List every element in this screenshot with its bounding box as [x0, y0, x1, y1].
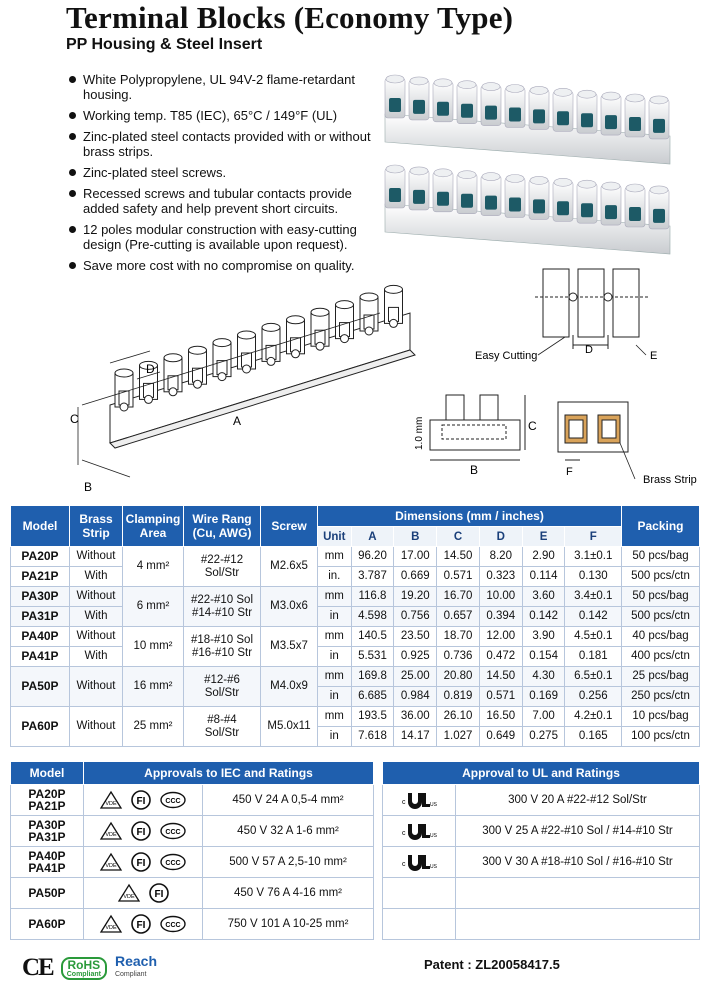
approval-header-ul: Approval to UL and Ratings — [383, 762, 700, 785]
vde-mark-icon — [99, 821, 123, 841]
unit-cell: mm — [318, 667, 352, 687]
dimension-cell: 0.819 — [437, 687, 480, 707]
iec-rating-cell: 450 V 24 A 0,5-4 mm² — [203, 785, 374, 816]
model-label: PA41P — [28, 861, 66, 875]
unit-cell: mm — [318, 707, 352, 727]
brass-strip-cell: With — [70, 567, 123, 587]
iec-rating-cell: 450 V 76 A 4-16 mm² — [203, 878, 374, 909]
ccc-mark-icon — [159, 853, 187, 871]
dimension-cell: 16.50 — [479, 707, 522, 727]
dimension-cell: 4.598 — [351, 607, 394, 627]
iec-marks-cell — [84, 816, 203, 847]
model-label: PA40P — [28, 849, 66, 863]
col-header-d: D — [479, 527, 522, 547]
screw-cell: M3.0x6 — [261, 587, 318, 627]
dimension-cell: 19.20 — [394, 587, 437, 607]
iec-marks-cell — [84, 878, 203, 909]
dimension-cell: 26.10 — [437, 707, 480, 727]
ul-us-text: US — [430, 863, 437, 870]
wire-range-cell — [184, 667, 261, 707]
unit-cell: in — [318, 687, 352, 707]
fi-mark-icon — [148, 882, 170, 904]
dimension-cell: 7.00 — [522, 707, 565, 727]
packing-cell: 40 pcs/bag — [622, 627, 700, 647]
approval-table — [10, 761, 700, 940]
approval-model-cell — [11, 847, 84, 878]
unit-cell: mm — [318, 627, 352, 647]
fi-mark-text: FI — [136, 827, 146, 838]
dimension-cell: 0.756 — [394, 607, 437, 627]
model-label: PA31P — [28, 830, 66, 844]
wire-range-line: #12-#6 — [204, 673, 240, 686]
screw-cell: M5.0x11 — [261, 707, 318, 747]
ul-rating-cell — [456, 878, 700, 909]
dimension-cell: 25.00 — [394, 667, 437, 687]
unit-cell: in. — [318, 567, 352, 587]
dimension-cell: 17.00 — [394, 547, 437, 567]
section-label-b: B — [470, 463, 479, 477]
dimension-cell: 3.90 — [522, 627, 565, 647]
dimension-cell: 0.154 — [522, 647, 565, 667]
dimension-cell: 0.256 — [565, 687, 622, 707]
ul-rating-cell: 300 V 20 A #22-#12 Sol/Str — [456, 785, 700, 816]
feature-item: Working temp. T85 (IEC), 65°C / 149°F (UL) — [66, 108, 386, 123]
model-cell: PA50P — [11, 667, 70, 707]
cul-us-mark-icon — [401, 789, 437, 809]
fi-mark-text: FI — [154, 889, 163, 900]
dimension-cell: 193.5 — [351, 707, 394, 727]
dimension-cell: 12.00 — [479, 627, 522, 647]
dimension-cell: 0.114 — [522, 567, 565, 587]
dimension-drawing — [70, 255, 700, 495]
unit-cell: in — [318, 647, 352, 667]
brass-strip-cell: Without — [70, 627, 123, 647]
clamping-cell: 25 mm² — [123, 707, 184, 747]
approval-model-cell — [11, 816, 84, 847]
approval-model-cell — [11, 785, 84, 816]
reach-logo — [115, 955, 157, 981]
packing-cell: 250 pcs/ctn — [622, 687, 700, 707]
dimension-cell: 6.685 — [351, 687, 394, 707]
col-header-screw: Screw — [261, 506, 318, 547]
section-label-c: C — [528, 419, 537, 433]
fi-mark-icon — [130, 913, 152, 935]
vde-mark-text: VDE — [105, 832, 117, 838]
feature-item: Save more cost with no compromise on quality. — [66, 258, 386, 273]
brass-strip-cell: With — [70, 647, 123, 667]
dimension-cell: 0.130 — [565, 567, 622, 587]
clamping-cell: 10 mm² — [123, 627, 184, 667]
model-label: PA21P — [28, 799, 66, 813]
dimension-cell: 18.70 — [437, 627, 480, 647]
brass-strip-view — [558, 402, 628, 460]
side-label-e: E — [650, 350, 658, 362]
dim-label-c: C — [70, 412, 79, 426]
dimension-cell: 140.5 — [351, 627, 394, 647]
brass-strip-cell: With — [70, 607, 123, 627]
unit-cell: in — [318, 607, 352, 627]
feature-item: Recessed screws and tubular contacts provide added safety and help prevent short circuits. — [66, 186, 386, 216]
dimension-cell: 116.8 — [351, 587, 394, 607]
rohs-label: RoHS — [67, 957, 101, 972]
ul-rating-cell: 300 V 25 A #22-#10 Sol / #14-#10 Str — [456, 816, 700, 847]
col-header-e: E — [522, 527, 565, 547]
dimension-cell: 0.736 — [437, 647, 480, 667]
dimension-cell: 169.8 — [351, 667, 394, 687]
brass-strip-cell: Without — [70, 587, 123, 607]
approval-header-iec: Approvals to IEC and Ratings — [84, 762, 374, 785]
vde-mark-icon — [99, 914, 123, 934]
wire-range-line: #18-#10 Sol — [190, 633, 254, 646]
approval-model-cell — [11, 878, 84, 909]
col-header-clamping-area: Clamping Area — [123, 506, 184, 547]
dimension-cell: 0.657 — [437, 607, 480, 627]
ul-mark-cell — [383, 785, 456, 816]
iec-marks-cell — [84, 847, 203, 878]
reach-sub-label: Compliant — [114, 971, 147, 978]
iec-rating-cell: 750 V 101 A 10-25 mm² — [203, 909, 374, 940]
spec-table — [10, 505, 700, 747]
approval-header-model: Model — [11, 762, 84, 785]
wire-range-cell — [184, 547, 261, 587]
brass-strip-label: Brass Strip — [643, 474, 697, 486]
ccc-mark-icon — [159, 915, 187, 933]
clamping-cell: 4 mm² — [123, 547, 184, 587]
ul-mark-cell — [383, 878, 456, 909]
feature-item: 12 poles modular construction with easy-cutting design (Pre-cutting is available upon request). — [66, 222, 386, 252]
model-cell: PA21P — [11, 567, 70, 587]
screw-cell: M2.6x5 — [261, 547, 318, 587]
vde-mark-icon — [99, 790, 123, 810]
dimension-cell: 10.00 — [479, 587, 522, 607]
wire-range-line: Sol/Str — [204, 726, 240, 739]
dim-label-a: A — [233, 414, 242, 428]
dimension-cell: 14.50 — [479, 667, 522, 687]
front-section-view — [430, 395, 525, 460]
dimension-cell: 0.181 — [565, 647, 622, 667]
model-label: PA60P — [28, 917, 66, 931]
ul-mark-cell — [383, 816, 456, 847]
dimension-cell: 4.2±0.1 — [565, 707, 622, 727]
dim-label-b: B — [84, 480, 93, 494]
dimension-cell: 0.571 — [479, 687, 522, 707]
model-cell: PA30P — [11, 587, 70, 607]
thickness-label: 1.0 mm — [414, 416, 425, 450]
dimension-cell: 0.984 — [394, 687, 437, 707]
unit-cell: mm — [318, 547, 352, 567]
brass-strip-cell: Without — [70, 667, 123, 707]
ce-mark: CE — [22, 954, 53, 981]
unit-cell: in — [318, 727, 352, 747]
wire-range-cell — [184, 587, 261, 627]
dimension-cell: 0.669 — [394, 567, 437, 587]
wire-range-line: #14-#10 Str — [191, 606, 253, 619]
screw-cell: M4.0x9 — [261, 667, 318, 707]
model-cell: PA20P — [11, 547, 70, 567]
dimension-cell: 4.5±0.1 — [565, 627, 622, 647]
ul-c-text: c — [402, 829, 406, 837]
ul-rating-cell — [456, 909, 700, 940]
iec-marks-cell — [84, 909, 203, 940]
reach-label: Reach — [114, 953, 157, 969]
ccc-mark-text: CCC — [165, 798, 181, 805]
rohs-sub-label: Compliant — [66, 970, 101, 978]
dimension-cell: 16.70 — [437, 587, 480, 607]
iec-marks-cell — [84, 785, 203, 816]
screw-cell: M3.5x7 — [261, 627, 318, 667]
cul-us-mark-icon — [401, 820, 437, 840]
col-header-brass-strip: Brass Strip — [70, 506, 123, 547]
col-header-c: C — [437, 527, 480, 547]
footer-logos — [22, 954, 157, 982]
terminal-strip-photo — [385, 75, 670, 164]
fi-mark-icon — [130, 789, 152, 811]
fi-mark-text: FI — [136, 858, 146, 869]
dimension-cell: 36.00 — [394, 707, 437, 727]
dimension-cell: 14.17 — [394, 727, 437, 747]
col-header-unit: Unit — [318, 527, 352, 547]
dimension-cell: 0.472 — [479, 647, 522, 667]
vde-mark-text: VDE — [105, 863, 117, 869]
ul-c-text: c — [402, 860, 406, 868]
wire-range-line: Sol/Str — [204, 686, 240, 699]
feature-item: Zinc-plated steel contacts provided with or without brass strips. — [66, 129, 386, 159]
page-subtitle: PP Housing & Steel Insert — [66, 36, 263, 53]
terminal-strip-photo — [385, 165, 670, 254]
wire-range-line: #8-#4 — [207, 713, 237, 726]
packing-cell: 25 pcs/bag — [622, 667, 700, 687]
wire-range-cell — [184, 707, 261, 747]
model-label: PA50P — [28, 886, 66, 900]
dimension-cell: 7.618 — [351, 727, 394, 747]
model-cell: PA31P — [11, 607, 70, 627]
brass-strip-cell: Without — [70, 707, 123, 747]
clamping-cell: 6 mm² — [123, 587, 184, 627]
side-view — [535, 269, 648, 349]
dimension-cell: 0.925 — [394, 647, 437, 667]
model-label: PA20P — [28, 787, 66, 801]
ccc-mark-icon — [159, 822, 187, 840]
isometric-terminal-block — [110, 285, 415, 448]
ul-c-text: c — [402, 798, 406, 806]
wire-range-line: #22-#10 Sol — [190, 593, 254, 606]
dimension-cell: 0.649 — [479, 727, 522, 747]
dimension-cell: 96.20 — [351, 547, 394, 567]
dimension-cell: 3.787 — [351, 567, 394, 587]
col-header-f: F — [565, 527, 622, 547]
dimension-cell: 0.323 — [479, 567, 522, 587]
fi-mark-text: FI — [136, 920, 146, 931]
fi-mark-text: FI — [136, 796, 146, 807]
cul-us-mark-icon — [401, 851, 437, 871]
side-label-d: D — [585, 344, 593, 356]
col-header-model: Model — [11, 506, 70, 547]
dimension-cell: 6.5±0.1 — [565, 667, 622, 687]
dimension-cell: 14.50 — [437, 547, 480, 567]
wire-range-line: #16-#10 Str — [191, 646, 253, 659]
clamping-cell: 16 mm² — [123, 667, 184, 707]
packing-cell: 500 pcs/ctn — [622, 607, 700, 627]
vde-mark-text: VDE — [122, 894, 135, 900]
easy-cutting-label: Easy Cutting — [475, 350, 538, 362]
dimension-cell: 0.165 — [565, 727, 622, 747]
wire-range-cell — [184, 627, 261, 667]
packing-cell: 50 pcs/bag — [622, 587, 700, 607]
feature-list — [66, 72, 386, 279]
dimension-cell: 1.027 — [437, 727, 480, 747]
dimension-cell: 3.4±0.1 — [565, 587, 622, 607]
dimension-cell: 0.571 — [437, 567, 480, 587]
model-cell: PA40P — [11, 627, 70, 647]
dim-label-d: D — [146, 362, 155, 376]
dim-label-f: F — [566, 466, 573, 478]
iec-rating-cell: 500 V 57 A 2,5-10 mm² — [203, 847, 374, 878]
ccc-mark-text: CCC — [165, 922, 181, 929]
dimension-cell: 5.531 — [351, 647, 394, 667]
dimension-cell: 23.50 — [394, 627, 437, 647]
ccc-mark-text: CCC — [165, 860, 181, 867]
brass-strip-cell: Without — [70, 547, 123, 567]
ul-us-text: US — [430, 801, 437, 808]
vde-mark-text: VDE — [105, 925, 117, 931]
col-header-packing: Packing — [622, 506, 700, 547]
fi-mark-icon — [130, 851, 152, 873]
approval-model-cell — [11, 909, 84, 940]
ul-us-text: US — [430, 832, 437, 839]
col-header-b: B — [394, 527, 437, 547]
product-photo — [380, 72, 705, 272]
dimension-cell: 8.20 — [479, 547, 522, 567]
feature-item: White Polypropylene, UL 94V-2 flame-retardant housing. — [66, 72, 386, 102]
col-header-wire-range: Wire Rang (Cu, AWG) — [184, 506, 261, 547]
patent-number: Patent : ZL20058417.5 — [424, 957, 560, 972]
unit-cell: mm — [318, 587, 352, 607]
packing-cell: 100 pcs/ctn — [622, 727, 700, 747]
col-header-dimensions: Dimensions (mm / inches) — [318, 506, 622, 527]
vde-mark-icon — [117, 883, 141, 903]
model-label: PA30P — [28, 818, 66, 832]
dimension-cell: 4.30 — [522, 667, 565, 687]
dimension-cell: 0.142 — [565, 607, 622, 627]
dimension-cell: 2.90 — [522, 547, 565, 567]
ccc-mark-icon — [159, 791, 187, 809]
rohs-badge — [61, 957, 107, 980]
dimension-cell: 20.80 — [437, 667, 480, 687]
fi-mark-icon — [130, 820, 152, 842]
packing-cell: 500 pcs/ctn — [622, 567, 700, 587]
feature-item: Zinc-plated steel screws. — [66, 165, 386, 180]
dimension-cell: 0.169 — [522, 687, 565, 707]
vde-mark-icon — [99, 852, 123, 872]
vde-mark-text: VDE — [105, 801, 117, 807]
packing-cell: 50 pcs/bag — [622, 547, 700, 567]
packing-cell: 400 pcs/ctn — [622, 647, 700, 667]
wire-range-line: #22-#12 — [200, 553, 244, 566]
dimension-cell: 0.394 — [479, 607, 522, 627]
ul-rating-cell: 300 V 30 A #18-#10 Sol / #16-#10 Str — [456, 847, 700, 878]
page-title: Terminal Blocks (Economy Type) — [66, 0, 514, 35]
dimension-cell: 0.275 — [522, 727, 565, 747]
ul-mark-cell — [383, 909, 456, 940]
dimension-cell: 3.60 — [522, 587, 565, 607]
model-cell: PA41P — [11, 647, 70, 667]
ul-mark-cell — [383, 847, 456, 878]
packing-cell: 10 pcs/bag — [622, 707, 700, 727]
ccc-mark-text: CCC — [165, 829, 181, 836]
wire-range-line: Sol/Str — [204, 566, 240, 579]
col-header-a: A — [351, 527, 394, 547]
dimension-cell: 3.1±0.1 — [565, 547, 622, 567]
model-cell: PA60P — [11, 707, 70, 747]
dimension-cell: 0.142 — [522, 607, 565, 627]
iec-rating-cell: 450 V 32 A 1-6 mm² — [203, 816, 374, 847]
